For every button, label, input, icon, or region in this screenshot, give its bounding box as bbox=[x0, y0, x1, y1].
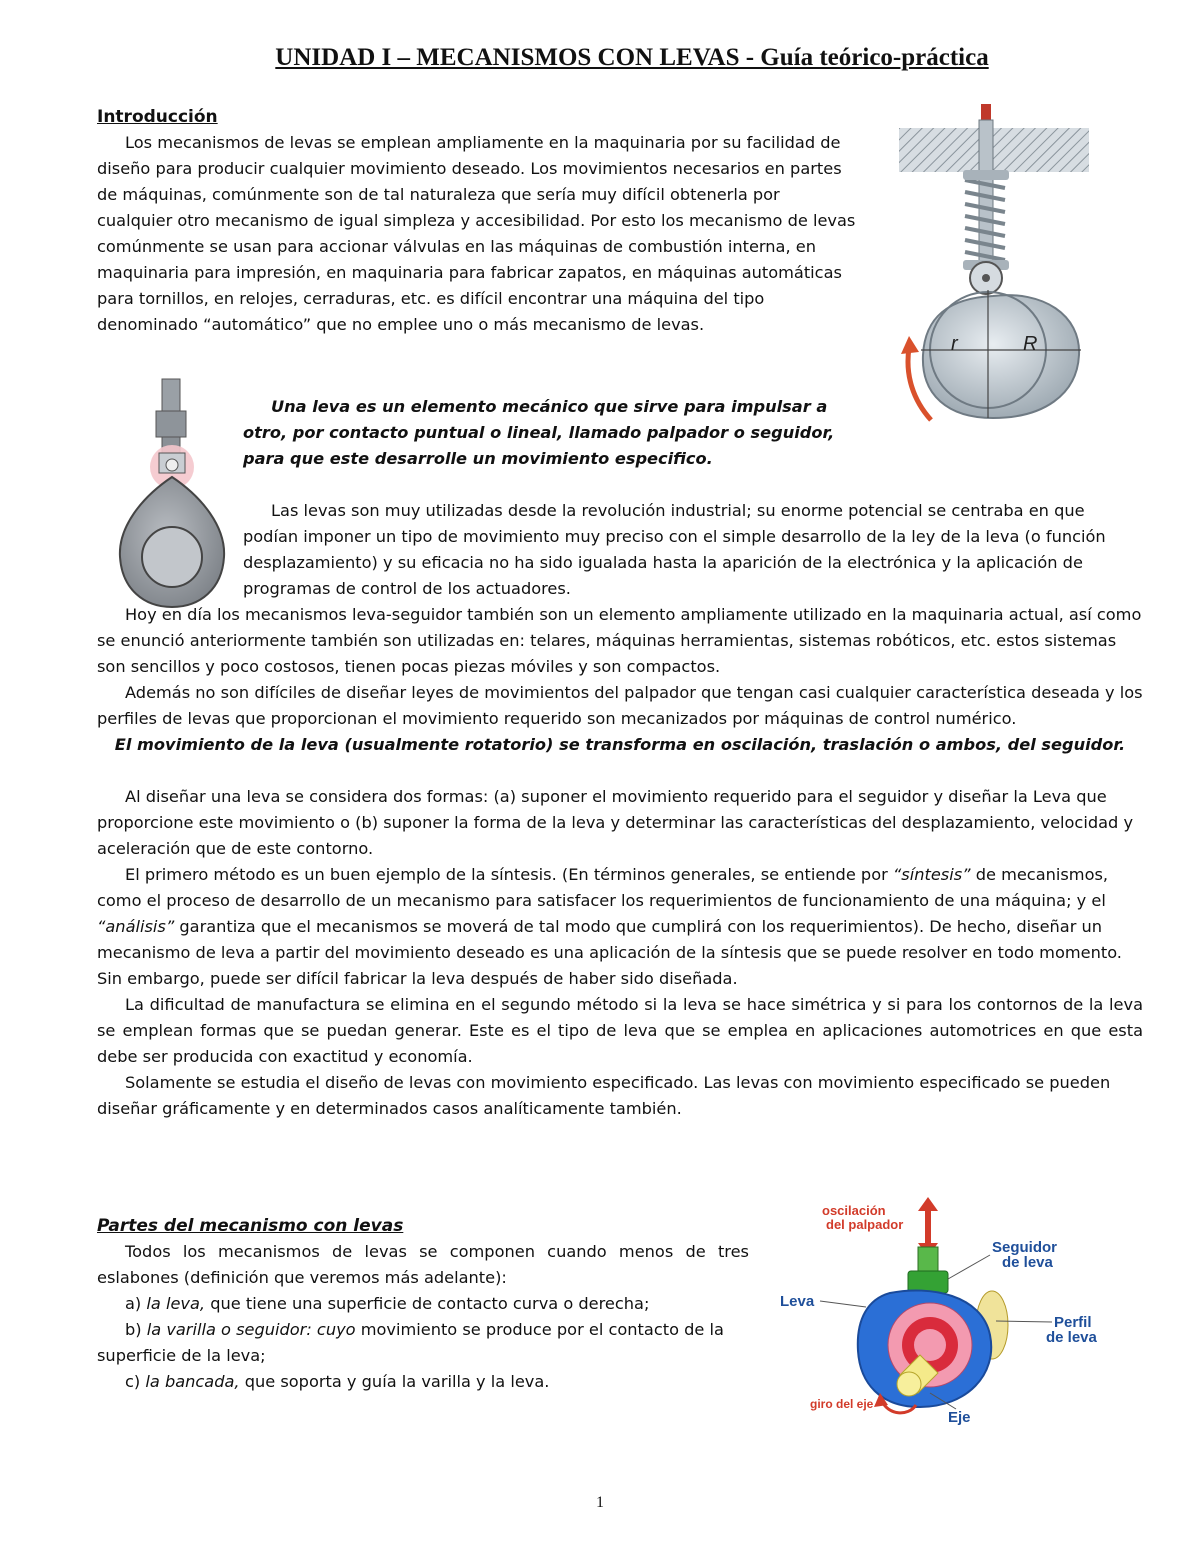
intro-heading: Introducción bbox=[97, 107, 218, 127]
primero-text-b: de mecanismos, como el proceso de desarrollo de un mecanismo para satisfacer los requerimientos de funcionamiento de una máquina; y el bbox=[97, 865, 1109, 910]
paragraph-solamente: Solamente se estudia el diseño de levas con movimiento especificado. Las levas con movimiento especificado se pueden diseñar gráficamente y en determinados casos analíticamente también. bbox=[97, 1073, 1111, 1118]
intro-section bbox=[97, 104, 857, 338]
parts-heading: Partes del mecanismo con levas bbox=[97, 1216, 404, 1236]
parts-intro: Todos los mecanismos de levas se componen cuando menos de tres eslabones (definición que veremos más adelante): bbox=[97, 1242, 749, 1287]
paragraph-disenar: Al diseñar una leva se considera dos formas: (a) suponer el movimiento requerido para el seguidor y diseñar la Leva que proporcione este movimiento o (b) suponer la forma de la leva y determinar las características del desplazamiento, velocidad y aceleración que de este contorno. bbox=[97, 787, 1134, 858]
paragraph-hoy: Hoy en día los mecanismos leva-seguidor también son un elemento ampliamente utilizado en la maquinaria actual, así como se enunció anteriormente también son utilizadas en: telares, máquinas herramientas, sistemas robóticos, etc. estos sistemas son sencillos y poco costosos, tienen pocas piezas móviles y son compactos. bbox=[97, 605, 1142, 676]
fig3-label-profile-2: de leva bbox=[1046, 1329, 1097, 1346]
part-b-prefix: b) bbox=[125, 1320, 147, 1339]
fig1-label-R: R bbox=[1023, 333, 1038, 355]
part-c-text: que soporta y guía la varilla y la leva. bbox=[239, 1372, 550, 1391]
fig3-label-oscillation-2: del palpador bbox=[826, 1217, 904, 1232]
part-c-prefix: c) bbox=[125, 1372, 146, 1391]
part-a-term: la leva, bbox=[146, 1294, 206, 1313]
term-sintesis: “síntesis” bbox=[892, 865, 971, 884]
paragraph-primero bbox=[97, 862, 1143, 992]
page-number: 1 bbox=[596, 1494, 604, 1511]
paragraph-ademas: Además no son difíciles de diseñar leyes de movimientos del palpador que tengan casi cualquier característica deseada y los perfiles de levas que proporcionan el movimiento requerido son mecanizados por máquinas de control numérico. bbox=[97, 683, 1143, 728]
cam-spring-follower-figure bbox=[893, 100, 1093, 430]
part-c bbox=[97, 1369, 749, 1395]
page-title: UNIDAD I – MECANISMOS CON LEVAS - Guía teórico-práctica bbox=[275, 44, 989, 71]
fig3-label-follower-2: de leva bbox=[1002, 1254, 1053, 1271]
part-b-term: la varilla o seguidor: cuyo bbox=[146, 1320, 356, 1339]
main-section bbox=[97, 602, 1143, 1122]
revolution-paragraph: Las levas son muy utilizadas desde la revolución industrial; su enorme potencial se centraba en que podían imponer un tipo de movimiento muy preciso con el simple desarrollo de la ley de la leva (o función desplazamiento) y su eficacia no ha sido igualada hasta la aparición de la electrónica y la aplicación de programas de control de los actuadores. bbox=[243, 501, 1106, 598]
cam-definition: Una leva es un elemento mecánico que sirve para impulsar a otro, por contacto puntual o lineal, llamado palpador o seguidor, para que este desarrolle un movimiento especifico. bbox=[243, 397, 835, 468]
fig3-label-cam: Leva bbox=[780, 1293, 815, 1310]
part-b bbox=[97, 1317, 749, 1369]
fig3-label-oscillation-1: oscilación bbox=[822, 1203, 886, 1218]
paragraph-dificultad: La dificultad de manufactura se elimina en el segundo método si la leva se hace simétrica y si para los contornos de la leva se emplean formas que se puedan generar. Este es el tipo de leva que se emplea en aplicaciones automotrices en que esta debe ser producida con exactitud y economía. bbox=[97, 995, 1143, 1066]
fig3-label-profile-1: Perfil bbox=[1054, 1314, 1092, 1331]
part-a-prefix: a) bbox=[125, 1294, 147, 1313]
part-a bbox=[97, 1291, 749, 1317]
intro-paragraph: Los mecanismos de levas se emplean ampliamente en la maquinaria por su facilidad de diseño para producir cualquier movimiento deseado. Los movimientos necesarios en partes de máquinas, comúnmente son de tal naturaleza que sería muy difícil obtenerla por cualquier otro mecanismo de igual simpleza y accesibilidad. Por esto los mecanismo de levas comúnmente se usan para accionar válvulas en las máquinas de combustión interna, en maquinaria para impresión, en maquinaria para fabricar zapatos, en máquinas automáticas para tornillos, en relojes, cerraduras, etc. es difícil encontrar una máquina del tipo denominado “automático” que no emplee uno o más mecanismo de levas. bbox=[97, 133, 856, 334]
fig3-label-rotation: giro del eje bbox=[810, 1397, 874, 1411]
fig3-label-follower-1: Seguidor bbox=[992, 1239, 1058, 1256]
parts-section bbox=[97, 1213, 749, 1395]
part-b-text: movimiento se produce por el contacto de la superficie de la leva; bbox=[97, 1320, 724, 1365]
part-c-term: la bancada, bbox=[145, 1372, 240, 1391]
fig1-label-r: r bbox=[951, 333, 958, 355]
primero-text-c: garantiza que el mecanismos se moverá de tal modo que cumplirá con los requerimientos). De hecho, diseñar un mecanismo de leva a partir del movimiento deseado es una aplicación de la síntesis que se puede resolver en todo momento. Sin embargo, puede ser difícil fabricar la leva después de haber sido diseñada. bbox=[97, 917, 1122, 988]
fig3-label-shaft: Eje bbox=[948, 1409, 971, 1426]
term-analisis: “análisis” bbox=[97, 917, 175, 936]
cam-parts-figure bbox=[770, 1195, 1115, 1435]
primero-text-a: El primero método es un buen ejemplo de la síntesis. (En términos generales, se entiende por bbox=[125, 865, 893, 884]
paragraph-movimiento: El movimiento de la leva (usualmente rotatorio) se transforma en oscilación, traslación o ambos, del seguidor. bbox=[114, 735, 1126, 754]
pear-cam-figure bbox=[112, 377, 230, 609]
part-a-text: que tiene una superficie de contacto curva o derecha; bbox=[205, 1294, 650, 1313]
